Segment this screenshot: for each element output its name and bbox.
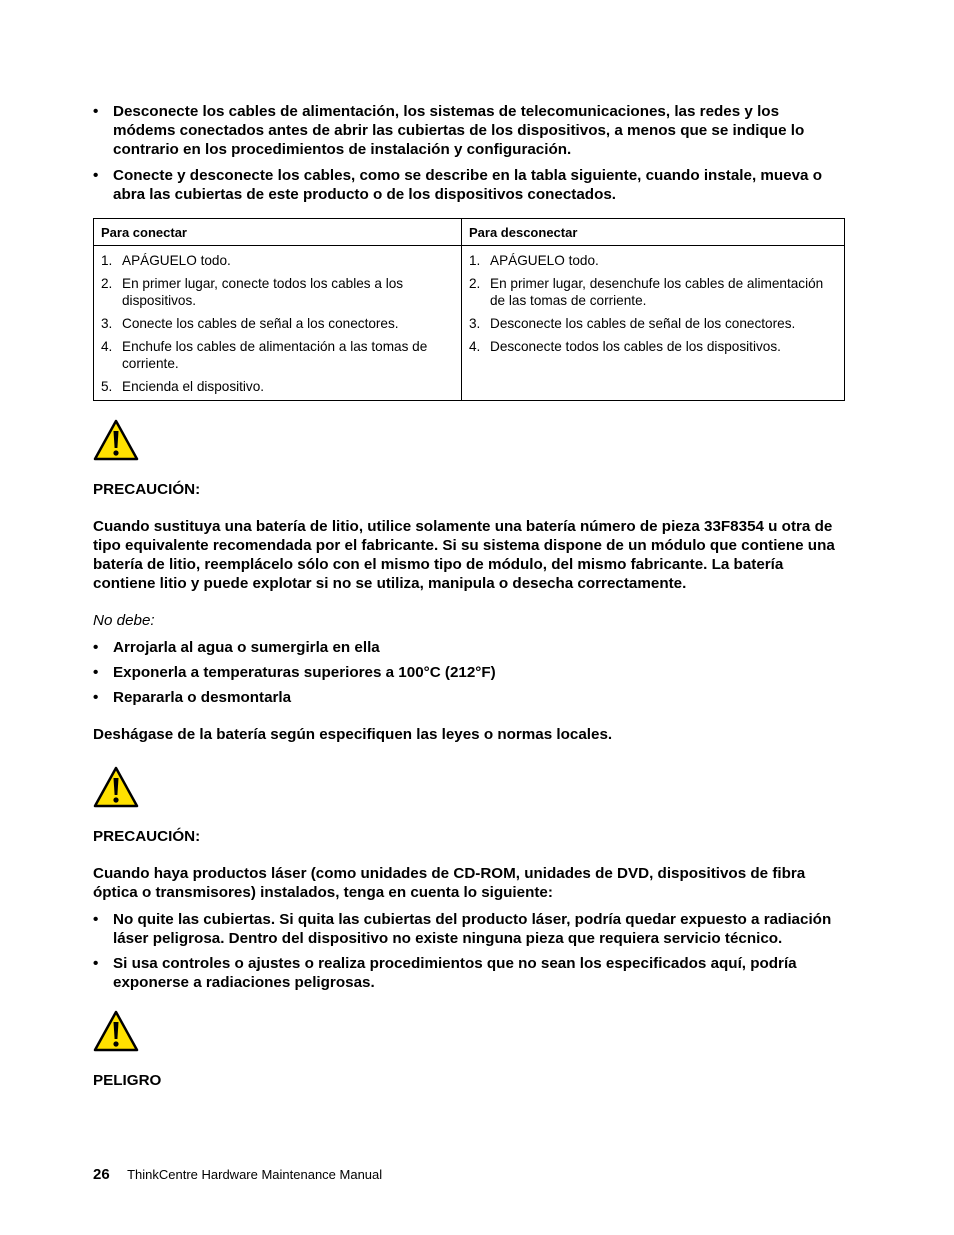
- caution-text: Cuando haya productos láser (como unidades de CD-ROM, unidades de DVD, dispositivos de fibra óptica o transmisores) instalados, tenga en cuenta lo siguiente:: [93, 865, 806, 901]
- list-item: 2. En primer lugar, conecte todos los cables a los dispositivos.: [101, 276, 404, 308]
- page-footer: [93, 1166, 382, 1183]
- column-header-connect: Para conectar: [94, 219, 462, 246]
- list-item: 5. Encienda el dispositivo.: [101, 379, 265, 394]
- column-header-disconnect: Para desconectar: [462, 219, 845, 246]
- disconnect-steps: [462, 246, 845, 401]
- caution-bullet: • Si usa controles o ajustes o realiza procedimientos que no sean los especificados aquí, podría exponerse a radiaciones peligrosas.: [93, 954, 845, 992]
- list-item: 1. APÁGUELO todo.: [101, 253, 231, 268]
- caution-text: Cuando sustituya una batería de litio, utilice solamente una batería número de pieza 33F8354 u otra de tipo equivalente recomendada por el fabricante. Si su sistema dispone de un módulo que contiene una batería de litio, reemplácelo sólo con el mismo tipo de módulo, del mismo fabricante. La batería contiene litio y puede explotar si no se utiliza, manipula o desecha correctamente.: [93, 518, 835, 592]
- no-debe-label: No debe:: [93, 612, 155, 629]
- warning-triangle-icon: [93, 1010, 139, 1052]
- caution-bullet: • Exponerla a temperaturas superiores a 100°C (212°F): [93, 663, 845, 682]
- list-item: 4. Desconecte todos los cables de los dispositivos.: [469, 339, 781, 354]
- intro-bullet: • Desconecte los cables de alimentación, los sistemas de telecomunicaciones, las redes y los módems conectados antes de abrir las cubiertas de los dispositivos, a menos que se indique lo contrario en los procedimientos de instalación y configuración.: [93, 102, 845, 159]
- manual-title: ThinkCentre Hardware Maintenance Manual: [127, 1167, 383, 1182]
- disposal-text: Deshágase de la batería según especifiquen las leyes o normas locales.: [93, 726, 613, 743]
- cable-table: [93, 218, 845, 401]
- caution-bullet: • Arrojarla al agua o sumergirla en ella: [93, 638, 845, 657]
- caution-heading: PRECAUCIÓN:: [93, 481, 201, 498]
- caution-bullet: • No quite las cubiertas. Si quita las cubiertas del producto láser, podría quedar expuesto a radiación láser peligrosa. Dentro del dispositivo no existe ninguna pieza que requiera servicio técnico.: [93, 910, 845, 948]
- warning-triangle-icon: [93, 766, 139, 808]
- intro-bullet: • Conecte y desconecte los cables, como se describe en la tabla siguiente, cuando instale, mueva o abra las cubiertas de este producto o de los dispositivos conectados.: [93, 166, 845, 204]
- page-content: [93, 100, 845, 1090]
- list-item: 4. Enchufe los cables de alimentación a las tomas de corriente.: [101, 339, 428, 371]
- list-item: 3. Desconecte los cables de señal de los conectores.: [469, 316, 796, 331]
- warning-triangle-icon: [93, 419, 139, 461]
- danger-heading: PELIGRO: [93, 1072, 162, 1089]
- caution-heading: PRECAUCIÓN:: [93, 828, 201, 845]
- list-item: 2. En primer lugar, desenchufe los cables de alimentación de las tomas de corriente.: [469, 276, 824, 308]
- caution-bullet: • Repararla o desmontarla: [93, 688, 845, 707]
- page-number: 26: [93, 1166, 110, 1183]
- list-item: 3. Conecte los cables de señal a los conectores.: [101, 316, 399, 331]
- list-item: 1. APÁGUELO todo.: [469, 253, 599, 268]
- connect-steps: [94, 246, 462, 401]
